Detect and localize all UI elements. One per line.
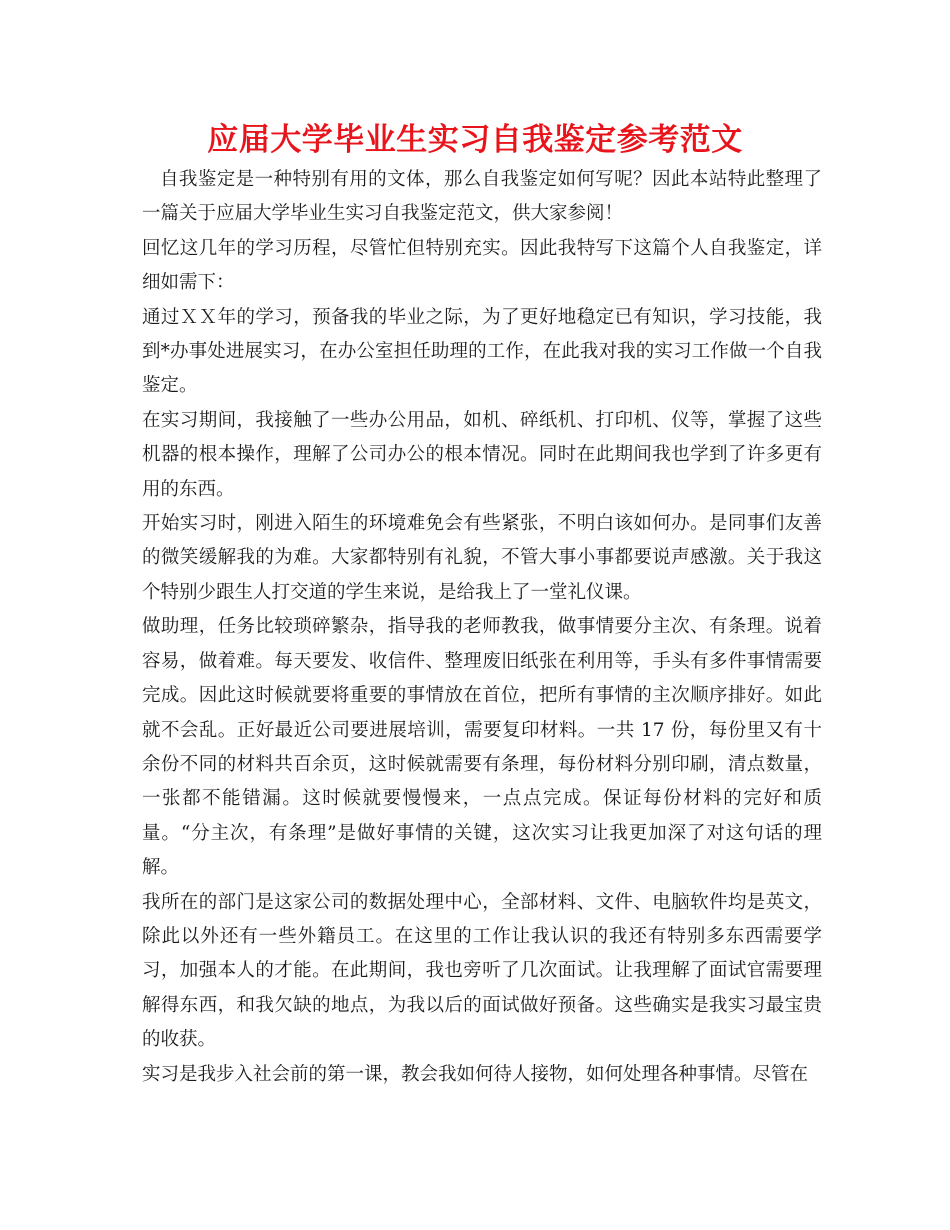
paragraph-intro: 自我鉴定是一种特别有用的文体，那么自我鉴定如何写呢？因此本站特此整理了一篇关于应届大学毕业生实习自我鉴定范文，供大家参阅！ bbox=[142, 169, 822, 225]
paragraph: 开始实习时，刚进入陌生的环境难免会有些紧张，不明白该如何办。是同事们友善的微笑缓解我的为难。大家都特别有礼貌，不管大事小事都要说声感激。关于我这个特别少跟生人打交道的学生来说，是给我上了一堂礼仪课。 bbox=[142, 513, 822, 603]
document-title: 应届大学毕业生实习自我鉴定参考范文 bbox=[207, 122, 743, 158]
paragraph: 通过ＸＸ年的学习，预备我的毕业之际，为了更好地稳定已有知识，学习技能，我到*办事处进展实习，在办公室担任助理的工作，在此我对我的实习工作做一个自我鉴定。 bbox=[142, 306, 822, 397]
paragraph: 做助理，任务比较琐碎繁杂，指导我的老师教我，做事情要分主次、有条理。说着容易，做着难。每天要发、收信件、整理废旧纸张在利用等，手头有多件事情需要完成。因此这时候就要将重要的事情放在首位，把所有事情的主次顺序排好。如此就不会乱。正好最近公司要进展培训，需要复印材料。一共 17 份，每份里又有十余份不同的材料共百余页，这时候就需要有条理，每份材料分别印刷，清点数量，一张都不能错漏。这时候就要慢慢来，一点点完成。保证每份材料的完好和质量。“分主次，有条理”是做好事情的关键，这次实习让我更加深了对这句话的理解。 bbox=[142, 616, 822, 879]
paragraph: 我所在的部门是这家公司的数据处理中心，全部材料、文件、电脑软件均是英文，除此以外还有一些外籍员工。在这里的工作让我认识的我还有特别多东西需要学习，加强本人的才能。在此期间，我也旁听了几次面试。让我理解了面试官需要理解得东西，和我欠缺的地点，为我以后的面试做好预备。这些确实是我实习最宝贵的收获。 bbox=[142, 891, 822, 1051]
paragraph: 实习是我步入社会前的第一课，教会我如何待人接物，如何处理各种事情。尽管在 bbox=[142, 1063, 809, 1085]
document-body bbox=[142, 163, 822, 1092]
paragraph: 在实习期间，我接触了一些办公用品，如机、碎纸机、打印机、仪等，掌握了这些机器的根本操作，理解了公司办公的根本情况。同时在此期间我也学到了许多更有用的东西。 bbox=[142, 409, 822, 500]
paragraph: 回忆这几年的学习历程，尽管忙但特别充实。因此我特写下这篇个人自我鉴定，详细如需下： bbox=[142, 237, 822, 294]
